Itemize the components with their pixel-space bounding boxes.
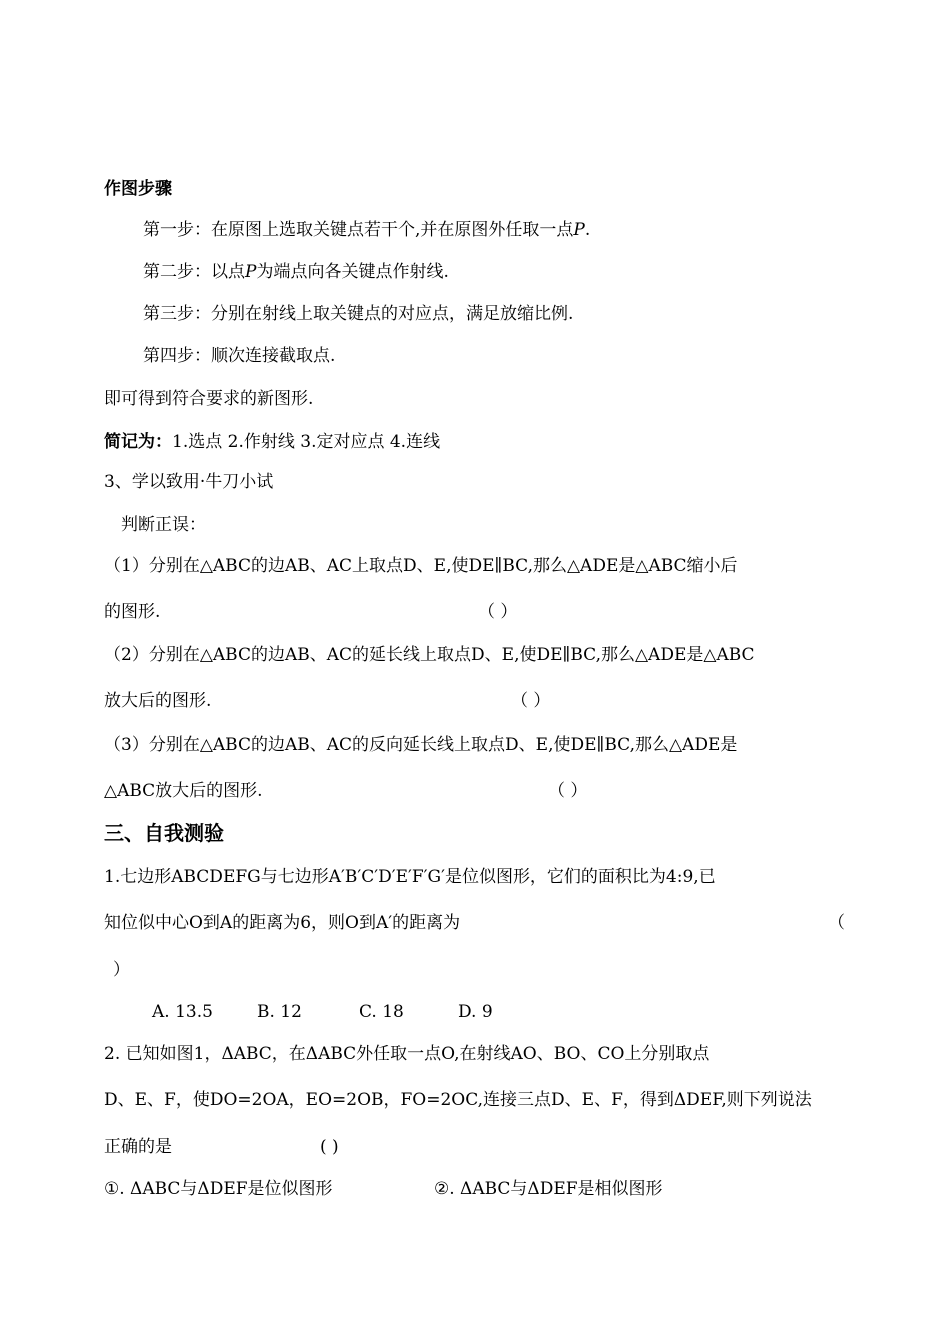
test-1-option-a: A. 13.5 [152,1002,213,1022]
question-3-line1: （3）分别在△ABC的边AB、AC的反向延长线上取点D、E,使DE∥BC,那么△ADE是 [104,735,738,755]
step-2-text: 第二步：以点 [143,262,245,282]
question-1-line2: 的图形. [104,602,161,622]
test-1-paren-close: ） [113,960,130,980]
step-1-text: 第一步：在原图上选取关键点若干个,并在原图外任取一点 [143,220,574,240]
summary-items: 1.选点 2.作射线 3.定对应点 4.连线 [172,432,441,452]
section3-title: 三、自我测验 [104,821,224,845]
step-1-point: P [573,220,585,240]
step-1-end: . [584,220,591,240]
step-4: 第四步：顺次连接截取点. [143,346,336,366]
step-2 [143,261,449,283]
step-1 [143,219,590,241]
question-3-line2: △ABC放大后的图形. [104,781,263,801]
summary [104,431,440,453]
question-3-answer-blank: （ ） [548,781,588,801]
question-1-answer-blank: （ ） [478,602,518,622]
question-2-line1: （2）分别在△ABC的边AB、AC的延长线上取点D、E,使DE∥BC,那么△ADE是△ABC [104,645,755,665]
test-1-option-c: C. 18 [359,1002,404,1022]
section-title: 作图步骤 [104,179,172,199]
part3-title: 3、学以致用·牛刀小试 [104,472,274,492]
test-2-line1: 2. 已知如图1，ΔABC，在ΔABC外任取一点O,在射线AO、BO、CO上分别取点 [104,1044,710,1064]
test-1-line1: 1.七边形ABCDEFG与七边形A′B′C′D′E′F′G′是位似图形，它们的面积比为4:9,已 [104,867,716,887]
step-2-point: P [245,262,257,282]
test-2-option-1: ①. ΔABC与ΔDEF是位似图形 [104,1179,333,1199]
question-1-line1: （1）分别在△ABC的边AB、AC上取点D、E,使DE∥BC,那么△ADE是△ABC缩小后 [104,556,738,576]
question-2-answer-blank: （ ） [511,691,551,711]
test-1-option-b: B. 12 [257,1002,302,1022]
summary-label: 简记为： [104,432,172,452]
test-1-line2: 知位似中心O到A的距离为6，则O到A′的距离为 [104,913,461,933]
result-text: 即可得到符合要求的新图形. [104,389,314,409]
judge-title: 判断正误： [121,515,206,535]
step-2-rest: 为端点向各关键点作射线. [256,262,449,282]
question-2-line2: 放大后的图形. [104,691,212,711]
test-2-line3: 正确的是 [104,1137,172,1157]
test-1-paren-open: （ [828,913,845,933]
test-2-answer-blank: ( ) [320,1137,339,1157]
test-1-option-d: D. 9 [458,1002,493,1022]
test-2-option-2: ②. ΔABC与ΔDEF是相似图形 [434,1179,663,1199]
test-2-line2: D、E、F，使DO=2OA，EO=2OB，FO=2OC,连接三点D、E、F，得到ΔDEF,则下列说法 [104,1090,812,1110]
step-3: 第三步：分别在射线上取关键点的对应点，满足放缩比例. [143,304,574,324]
